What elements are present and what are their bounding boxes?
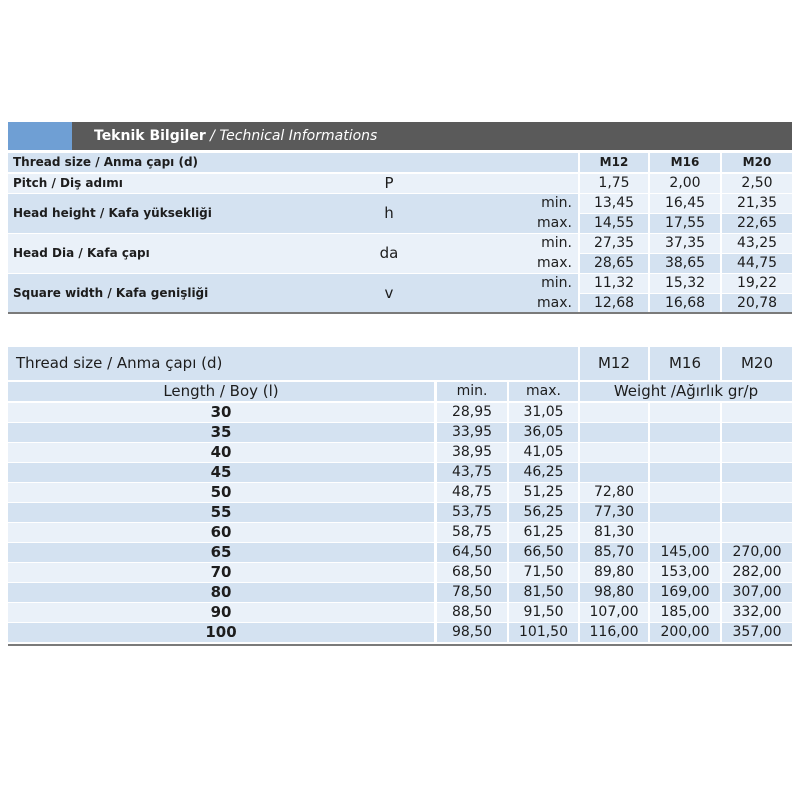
length-min-cell: 38,95 (437, 443, 507, 462)
weight-m16-cell: 169,00 (650, 583, 720, 602)
weight-m12-cell: 77,30 (580, 503, 648, 522)
row-symbol: h (376, 194, 402, 233)
length-min-cell: 28,95 (437, 403, 507, 422)
thread-size-label: Thread size / Anma çapı (d) (8, 153, 578, 172)
weight-m20-cell (722, 483, 792, 502)
header-title-tr: Teknik Bilgiler (94, 128, 206, 144)
value-cell: 21,35 (722, 194, 792, 213)
value-cell: 16,45 (650, 194, 720, 213)
value-cell: 12,68 (580, 294, 648, 313)
length-min-cell: 33,95 (437, 423, 507, 442)
length-min-cell: 88,50 (437, 603, 507, 622)
value-cell: 37,35 (650, 234, 720, 253)
row-qualifier: min. (541, 235, 572, 251)
header-title (94, 122, 377, 150)
size-header-m20: M20 (722, 347, 792, 380)
value-cell: 28,65 (580, 254, 648, 273)
weight-m20-cell: 270,00 (722, 543, 792, 562)
length-max-cell: 31,05 (509, 403, 578, 422)
weight-m12-cell (580, 443, 648, 462)
weight-m12-cell: 85,70 (580, 543, 648, 562)
length-min-cell: 48,75 (437, 483, 507, 502)
weight-m12-cell: 89,80 (580, 563, 648, 582)
weight-m20-cell (722, 503, 792, 522)
weight-m16-cell (650, 483, 720, 502)
weight-m20-cell: 307,00 (722, 583, 792, 602)
length-cell: 65 (8, 543, 434, 562)
row-qualifier: min. (541, 275, 572, 291)
weight-m12-cell: 116,00 (580, 623, 648, 642)
row-label: Pitch / Diş adımı (8, 174, 376, 193)
thread-size-label: Thread size / Anma çapı (d) (8, 347, 578, 380)
value-cell: 16,68 (650, 294, 720, 313)
length-max-cell: 51,25 (509, 483, 578, 502)
weight-m16-cell: 153,00 (650, 563, 720, 582)
row-qualifier: max. (537, 255, 572, 271)
size-header-m12: M12 (580, 347, 648, 380)
size-header-m20: M20 (722, 153, 792, 172)
technical-info-header (8, 122, 792, 150)
length-cell: 40 (8, 443, 434, 462)
length-cell: 80 (8, 583, 434, 602)
length-max-cell: 56,25 (509, 503, 578, 522)
weight-m16-cell (650, 423, 720, 442)
length-cell: 30 (8, 403, 434, 422)
value-cell: 11,32 (580, 274, 648, 293)
length-min-cell: 98,50 (437, 623, 507, 642)
row-label: Head height / Kafa yüksekliği (8, 194, 376, 233)
length-max-cell: 91,50 (509, 603, 578, 622)
weight-m16-cell (650, 523, 720, 542)
length-cell: 70 (8, 563, 434, 582)
size-header-m16: M16 (650, 153, 720, 172)
value-cell: 27,35 (580, 234, 648, 253)
weight-m12-cell: 107,00 (580, 603, 648, 622)
length-cell: 55 (8, 503, 434, 522)
weight-m12-cell (580, 403, 648, 422)
table2-bottom-rule (8, 644, 792, 646)
weight-m12-cell: 81,30 (580, 523, 648, 542)
weight-m16-cell: 185,00 (650, 603, 720, 622)
weight-m20-cell: 332,00 (722, 603, 792, 622)
weight-m16-cell (650, 443, 720, 462)
length-min-cell: 64,50 (437, 543, 507, 562)
row-symbol: P (376, 174, 402, 193)
length-max-cell: 41,05 (509, 443, 578, 462)
row-label: Head Dia / Kafa çapı (8, 234, 376, 273)
table1-bottom-rule (8, 312, 792, 314)
length-max-cell: 71,50 (509, 563, 578, 582)
value-cell: 17,55 (650, 214, 720, 233)
size-header-m16: M16 (650, 347, 720, 380)
row-spacer (402, 174, 578, 193)
weight-m12-cell (580, 423, 648, 442)
weight-m12-cell: 98,80 (580, 583, 648, 602)
length-max-cell: 66,50 (509, 543, 578, 562)
length-cell: 35 (8, 423, 434, 442)
length-max-cell: 101,50 (509, 623, 578, 642)
value-cell: 2,00 (650, 174, 720, 193)
value-cell: 20,78 (722, 294, 792, 313)
length-max-cell: 81,50 (509, 583, 578, 602)
row-qualifier: max. (537, 215, 572, 231)
length-min-cell: 58,75 (437, 523, 507, 542)
weight-m20-cell (722, 523, 792, 542)
size-header-m12: M12 (580, 153, 648, 172)
value-cell: 14,55 (580, 214, 648, 233)
weight-m12-cell (580, 463, 648, 482)
length-cell: 45 (8, 463, 434, 482)
header-title-en: / Technical Informations (205, 128, 378, 144)
length-max-cell: 36,05 (509, 423, 578, 442)
length-cell: 90 (8, 603, 434, 622)
weight-m12-cell: 72,80 (580, 483, 648, 502)
length-cell: 60 (8, 523, 434, 542)
weight-m20-cell: 357,00 (722, 623, 792, 642)
value-cell: 19,22 (722, 274, 792, 293)
header-accent (8, 122, 72, 150)
length-label: Length / Boy (l) (8, 382, 434, 401)
weight-m20-cell (722, 423, 792, 442)
weight-m16-cell: 200,00 (650, 623, 720, 642)
value-cell: 15,32 (650, 274, 720, 293)
weight-m20-cell (722, 443, 792, 462)
value-cell: 38,65 (650, 254, 720, 273)
length-max-cell: 46,25 (509, 463, 578, 482)
value-cell: 44,75 (722, 254, 792, 273)
weight-m16-cell (650, 463, 720, 482)
length-min-cell: 68,50 (437, 563, 507, 582)
length-max-cell: 61,25 (509, 523, 578, 542)
value-cell: 2,50 (722, 174, 792, 193)
weight-m20-cell: 282,00 (722, 563, 792, 582)
weight-label: Weight /Ağırlık gr/p (580, 382, 792, 401)
weight-m20-cell (722, 463, 792, 482)
length-min-cell: 78,50 (437, 583, 507, 602)
row-label: Square width / Kafa genişliği (8, 274, 376, 313)
weight-m16-cell (650, 403, 720, 422)
weight-m16-cell: 145,00 (650, 543, 720, 562)
length-cell: 100 (8, 623, 434, 642)
max-label: max. (509, 382, 578, 401)
row-qualifier: max. (537, 295, 572, 311)
length-min-cell: 43,75 (437, 463, 507, 482)
min-label: min. (437, 382, 507, 401)
row-symbol: v (376, 274, 402, 313)
value-cell: 43,25 (722, 234, 792, 253)
weight-m20-cell (722, 403, 792, 422)
row-qualifier: min. (541, 195, 572, 211)
length-min-cell: 53,75 (437, 503, 507, 522)
row-symbol: da (376, 234, 402, 273)
value-cell: 22,65 (722, 214, 792, 233)
value-cell: 1,75 (580, 174, 648, 193)
length-cell: 50 (8, 483, 434, 502)
weight-m16-cell (650, 503, 720, 522)
value-cell: 13,45 (580, 194, 648, 213)
